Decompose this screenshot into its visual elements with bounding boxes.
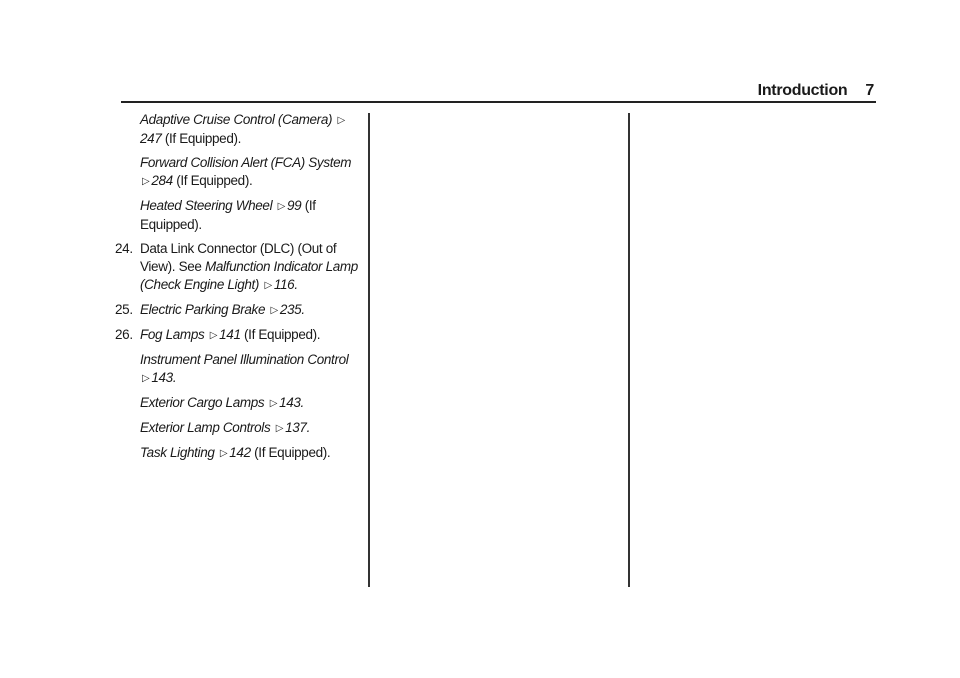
- cross-reference-link[interactable]: Task Lighting: [140, 445, 215, 460]
- item-25: [115, 301, 360, 320]
- item-text: Data Link Connector (DLC) (Out of View).: [140, 241, 337, 274]
- entry-end: .: [172, 370, 177, 385]
- entry-forward-collision: [115, 154, 360, 191]
- entry-end: .: [301, 302, 305, 317]
- page-reference-arrow-icon: ▷: [142, 373, 150, 384]
- page-reference-arrow-icon: ▷: [270, 305, 278, 316]
- page-reference-arrow-icon: ▷: [219, 448, 228, 459]
- cross-reference-link[interactable]: Exterior Cargo Lamps: [140, 395, 265, 410]
- item-number: 26.: [115, 327, 133, 342]
- page-reference-number[interactable]: 142: [229, 445, 251, 460]
- cross-reference-link[interactable]: Fog Lamps: [140, 327, 205, 342]
- page-reference-number[interactable]: 235: [279, 302, 302, 317]
- entry-suffix: (If Equipped).: [254, 445, 331, 460]
- cross-reference-link[interactable]: Heated Steering Wheel: [140, 198, 273, 213]
- page-reference-arrow-icon: ▷: [209, 330, 218, 341]
- entry-exterior-cargo: [115, 394, 360, 413]
- column-divider-2: [628, 113, 630, 587]
- page-reference-number[interactable]: 116: [273, 277, 295, 292]
- item-24: [115, 240, 360, 295]
- cross-reference-link[interactable]: Electric Parking Brake: [140, 302, 266, 317]
- entry-end: .: [306, 420, 310, 435]
- page-reference-number[interactable]: 141: [219, 327, 241, 342]
- page-reference-number[interactable]: 143: [279, 395, 301, 410]
- page-header: [758, 82, 874, 100]
- page-reference-number[interactable]: 99: [286, 198, 302, 213]
- item-26: [115, 326, 360, 345]
- page-reference-arrow-icon: ▷: [142, 176, 150, 187]
- column-divider-1: [368, 113, 370, 587]
- entry-instrument-panel: [115, 351, 360, 388]
- cross-reference-link[interactable]: Adaptive Cruise Control (Camera): [140, 112, 333, 127]
- entry-suffix: (If Equipped).: [244, 327, 321, 342]
- entry-adaptive-cruise: [115, 111, 360, 148]
- cross-reference-link[interactable]: Instrument Panel Illumination Control: [140, 352, 349, 367]
- entry-task-lighting: [115, 444, 360, 463]
- page-reference-arrow-icon: ▷: [337, 115, 345, 126]
- entry-suffix: (If Equipped).: [164, 131, 242, 146]
- cross-reference-link[interactable]: Forward Collision Alert (FCA) System: [140, 155, 352, 170]
- section-title: Introduction: [757, 82, 848, 99]
- entry-heated-steering: [115, 197, 360, 234]
- page-reference-arrow-icon: ▷: [277, 201, 285, 212]
- see-label: See: [178, 259, 202, 274]
- page-reference-number[interactable]: 284: [151, 173, 173, 188]
- item-number: 25.: [115, 302, 133, 317]
- entry-suffix: (If Equipped).: [140, 198, 316, 232]
- entry-exterior-lamp: [115, 419, 360, 438]
- text-column-1: [115, 111, 360, 469]
- page-reference-arrow-icon: ▷: [275, 423, 284, 434]
- header-rule: [121, 101, 876, 103]
- page-number: 7: [865, 82, 874, 99]
- cross-reference-link[interactable]: Exterior Lamp Controls: [140, 420, 271, 435]
- page-reference-arrow-icon: ▷: [269, 398, 278, 409]
- page-reference-arrow-icon: ▷: [264, 280, 272, 291]
- entry-suffix: (If Equipped).: [176, 173, 253, 188]
- item-number: 24.: [115, 241, 133, 256]
- cross-reference-link[interactable]: Malfunction Indicator Lamp (Check Engine Light): [140, 259, 358, 292]
- page-reference-number[interactable]: 247: [140, 131, 162, 146]
- entry-end: .: [294, 277, 298, 292]
- entry-end: .: [300, 395, 304, 410]
- page-reference-number[interactable]: 143: [151, 370, 173, 385]
- page-reference-number[interactable]: 137: [285, 420, 307, 435]
